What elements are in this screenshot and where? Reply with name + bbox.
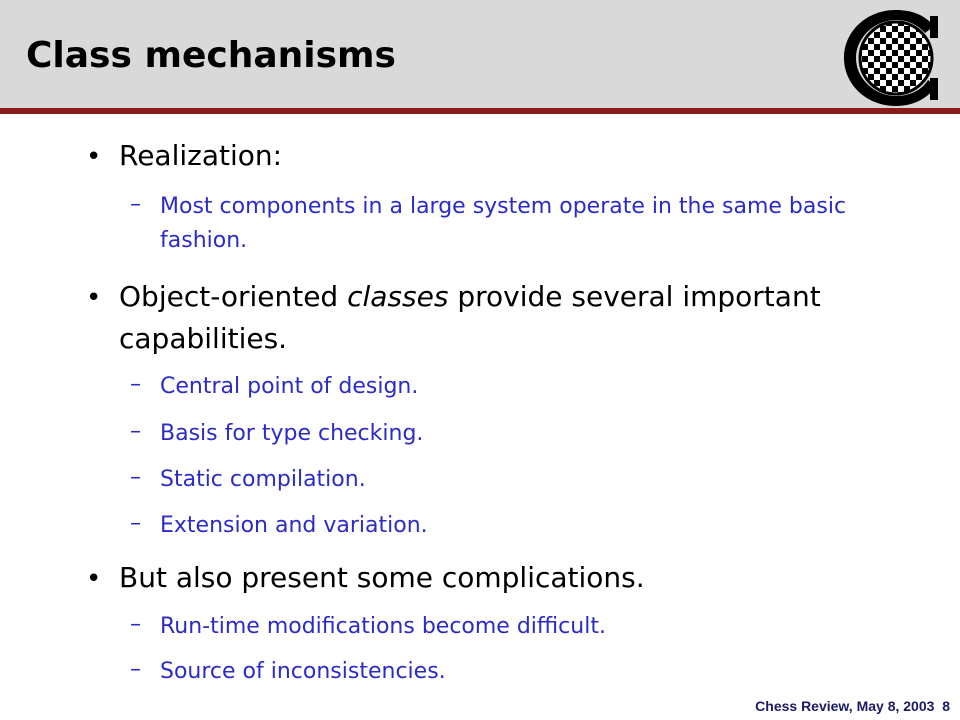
subitem-dash: – [130,419,141,444]
subitem-central-point: Central point of design. [160,374,419,399]
subitem-dash: – [130,511,141,536]
bullet-marker: • [86,142,102,172]
subitem-type-checking: Basis for type checking. [160,421,424,446]
bullet-marker: • [86,283,102,313]
subitem-extension: Extension and variation. [160,513,428,538]
subitem-dash: – [130,657,141,682]
bullet-marker: • [86,564,102,594]
page-number: 8 [942,698,950,714]
bullet-object-oriented [119,276,839,360]
subitem-dash: – [130,465,141,490]
slide-footer [755,698,950,714]
subitem-dash: – [130,192,141,217]
bullet-realization: Realization: [119,139,283,172]
slide-title: Class mechanisms [26,35,396,76]
subitem-dash: – [130,612,141,637]
subitem-components: Most components in a large system operate in the same basic fashion. [160,194,847,253]
subitem-inconsistencies: Source of inconsistencies. [160,659,446,684]
subitem-static-compilation: Static compilation. [160,467,366,492]
bullet-complications: But also present some complications. [119,561,645,594]
bullet-text-emphasis: classes [347,280,449,313]
bullet-text-before: Object-oriented [119,280,348,313]
footer-text: Chess Review, May 8, 2003 [755,698,935,714]
subitem-runtime: Run-time modifications become difficult. [160,614,606,639]
bullet-text-after: provide several important capabilities. [119,280,821,355]
subitem-dash: – [130,372,141,397]
